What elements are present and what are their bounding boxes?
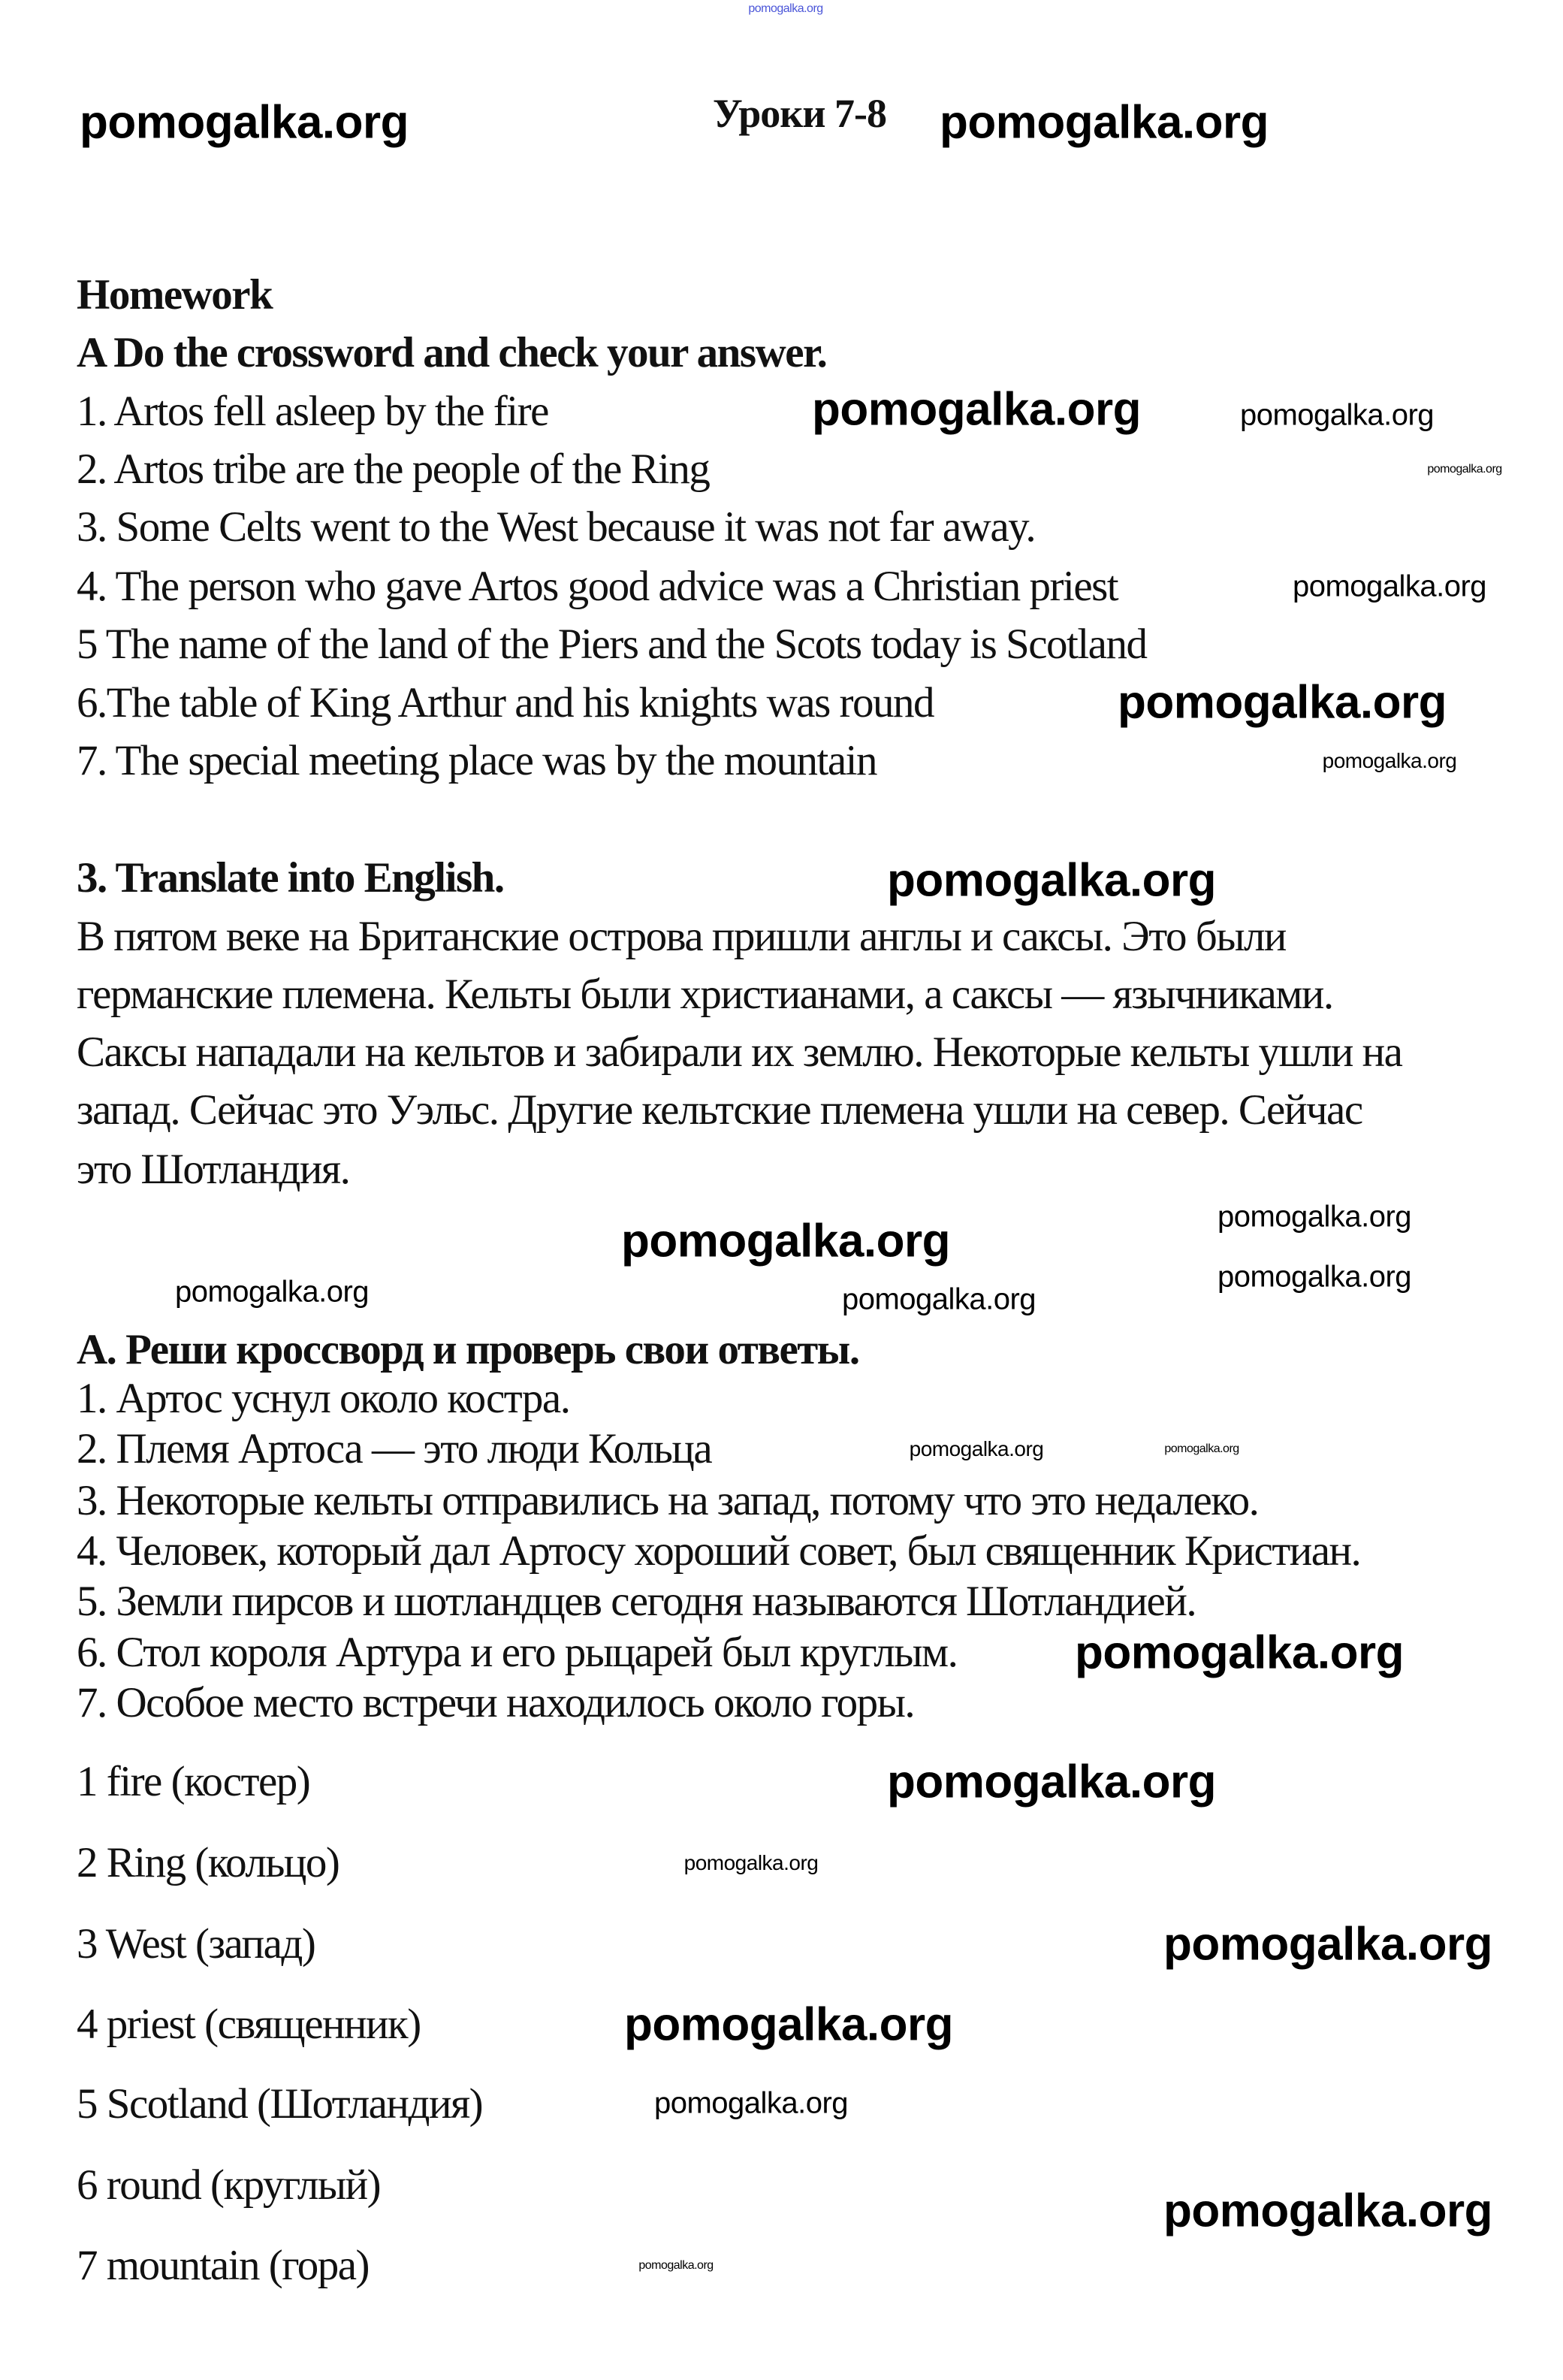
translate-line: запад. Сейчас это Уэльс. Другие кельтские племена ушли на север. Сейчас <box>77 1086 1362 1134</box>
watermark: pomogalka.org <box>909 1437 1044 1460</box>
answer-line: 4 priest (священник) <box>77 2001 421 2048</box>
watermark: pomogalka.org <box>1217 1260 1412 1294</box>
answer-line: 7 mountain (гора) <box>77 2242 370 2289</box>
russian-line: 1. Артос уснул около костра. <box>77 1375 570 1422</box>
watermark: pomogalka.org <box>841 1282 1036 1316</box>
homework-line: 4. The person who gave Artos good advice was a Christian priest <box>77 563 1118 610</box>
russian-line: 3. Некоторые кельты отправились на запад, потому что это недалеко. <box>77 1477 1259 1524</box>
watermark: pomogalka.org <box>624 1998 953 2051</box>
watermark: pomogalka.org <box>653 2086 849 2120</box>
watermark: pomogalka.org <box>940 96 1269 149</box>
russian-line: 2. Племя Артоса — это люди Кольца <box>77 1425 712 1472</box>
watermark: pomogalka.org <box>80 96 409 149</box>
watermark: pomogalka.org <box>812 383 1141 436</box>
russian-line: 7. Особое место встречи находилось около горы. <box>77 1679 915 1726</box>
watermark: pomogalka.org <box>1118 676 1447 729</box>
homework-line: 6.The table of King Arthur and his knights was round <box>77 679 934 726</box>
answer-line: 1 fire (костер) <box>77 1758 310 1805</box>
watermark: pomogalka.org <box>621 1215 950 1267</box>
task-a-heading: A Do the crossword and check your answer. <box>77 329 827 376</box>
russian-heading: А. Реши кроссворд и проверь свои ответы. <box>77 1326 859 1373</box>
lesson-title: Уроки 7-8 <box>713 91 886 136</box>
watermark: pomogalka.org <box>1164 1442 1239 1455</box>
watermark: pomogalka.org <box>1217 1200 1412 1234</box>
translate-line: В пятом веке на Британские острова пришли англы и саксы. Это были <box>77 913 1286 960</box>
watermark: pomogalka.org <box>1322 749 1457 772</box>
watermark: pomogalka.org <box>638 2259 714 2272</box>
watermark: pomogalka.org <box>748 2 823 15</box>
answer-line: 3 West (запад) <box>77 1920 315 1968</box>
translate-heading: 3. Translate into English. <box>77 854 504 902</box>
watermark: pomogalka.org <box>1075 1626 1404 1679</box>
answer-line: 2 Ring (кольцо) <box>77 1839 339 1886</box>
translate-line: германские племена. Кельты были христианами, а саксы — язычниками. <box>77 971 1333 1018</box>
watermark: pomogalka.org <box>174 1275 370 1309</box>
translate-line: Саксы нападали на кельтов и забирали их землю. Некоторые кельты ушли на <box>77 1028 1402 1076</box>
russian-line: 4. Человек, который дал Артосу хороший совет, был священник Кристиан. <box>77 1527 1361 1575</box>
homework-line: 1. Artos fell asleep by the fire <box>77 388 548 435</box>
watermark: pomogalka.org <box>1239 398 1435 432</box>
answer-line: 6 round (круглый) <box>77 2161 381 2209</box>
homework-line: 2. Artos tribe are the people of the Ring <box>77 445 710 493</box>
homework-line: 3. Some Celts went to the West because it was not far away. <box>77 503 1036 551</box>
watermark: pomogalka.org <box>1427 463 1502 476</box>
watermark: pomogalka.org <box>1163 1918 1492 1971</box>
homework-line: 7. The special meeting place was by the mountain <box>77 737 877 784</box>
russian-line: 5. Земли пирсов и шотландцев сегодня называются Шотландией. <box>77 1578 1196 1625</box>
russian-line: 6. Стол короля Артура и его рыцарей был круглым. <box>77 1629 958 1676</box>
watermark: pomogalka.org <box>887 854 1216 907</box>
answer-line: 5 Scotland (Шотландия) <box>77 2080 483 2128</box>
watermark: pomogalka.org <box>1292 569 1487 603</box>
watermark: pomogalka.org <box>683 1851 819 1874</box>
translate-line: это Шотландия. <box>77 1146 350 1193</box>
watermark: pomogalka.org <box>887 1756 1216 1808</box>
homework-line: 5 The name of the land of the Piers and the Scots today is Scotland <box>77 621 1147 668</box>
homework-heading: Homework <box>77 271 273 319</box>
watermark: pomogalka.org <box>1163 2185 1492 2237</box>
